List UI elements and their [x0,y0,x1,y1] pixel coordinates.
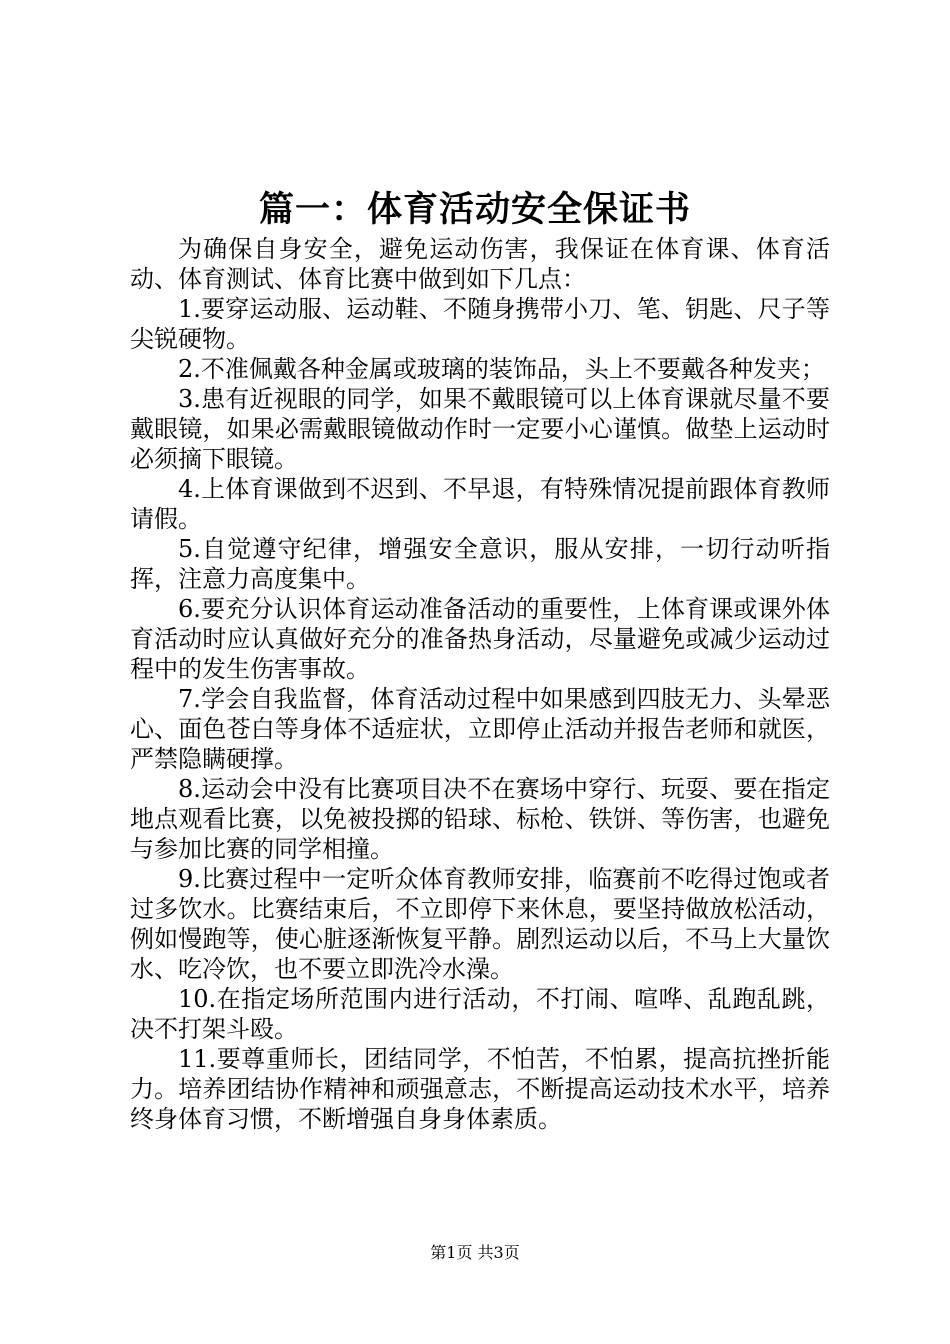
document-title: 篇一：体育活动安全保证书 [258,189,691,230]
item-paragraph-7: 7.学会自我监督，体育活动过程中如果感到四肢无力、头晕恶心、面色苍白等身体不适症状，立即停止活动并报告老师和就医，严禁隐瞒硬撑。 [130,685,830,773]
item-paragraph-2: 2.不准佩戴各种金属或玻璃的装饰品，头上不要戴各种发夹； [178,355,825,383]
item-paragraph-3: 3.患有近视眼的同学，如果不戴眼镜可以上体育课就尽量不要戴眼镜，如果必需戴眼镜做动作时一定要小心谨慎。做垫上运动时必须摘下眼镜。 [130,385,830,473]
document-body [130,234,830,1134]
item-paragraph-6: 6.要充分认识体育运动准备活动的重要性，上体育课或课外体育活动时应认真做好充分的准备热身活动，尽量避免或减少运动过程中的发生伤害事故。 [130,595,830,683]
item-paragraph-10: 10.在指定场所范围内进行活动，不打闹、喧哗、乱跑乱跳，决不打架斗殴。 [130,985,830,1043]
item-paragraph-11: 11.要尊重师长，团结同学，不怕苦，不怕累，提高抗挫折能力。培养团结协作精神和顽强意志，不断提高运动技术水平，培养终身体育习惯，不断增强自身身体素质。 [130,1045,830,1133]
item-paragraph-4: 4.上体育课做到不迟到、不早退，有特殊情况提前跟体育教师请假。 [130,475,830,533]
item-paragraph-9: 9.比赛过程中一定听众体育教师安排，临赛前不吃得过饱或者过多饮水。比赛结束后，不立即停下来休息，要坚持做放松活动，例如慢跑等，使心脏逐渐恢复平静。剧烈运动以后，不马上大量饮水、吃冷饮，也不要立即洗冷水澡。 [130,865,830,983]
item-paragraph-1: 1.要穿运动服、运动鞋、不随身携带小刀、笔、钥匙、尺子等尖锐硬物。 [130,295,830,353]
page-footer: 第1页 共3页 [430,1243,520,1262]
item-paragraph-5: 5.自觉遵守纪律，增强安全意识，服从安排，一切行动听指挥，注意力高度集中。 [130,535,830,593]
item-paragraph-8: 8.运动会中没有比赛项目决不在赛场中穿行、玩耍、要在指定地点观看比赛，以免被投掷的铅球、标枪、铁饼、等伤害，也避免与参加比赛的同学相撞。 [130,775,830,863]
intro-paragraph: 为确保自身安全，避免运动伤害，我保证在体育课、体育活动、体育测试、体育比赛中做到如下几点： [130,235,830,293]
